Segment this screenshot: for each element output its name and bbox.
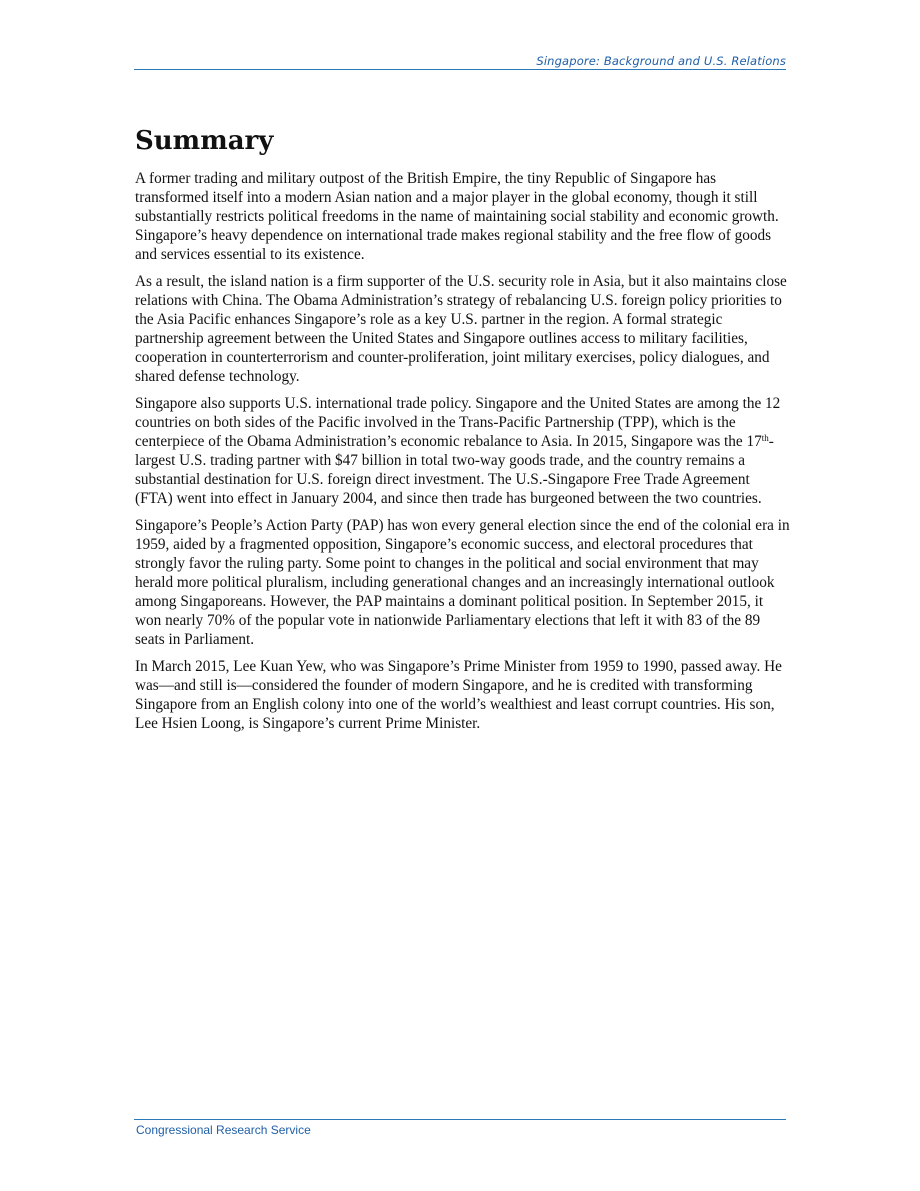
summary-paragraph-3 [135,394,790,508]
ordinal-superscript: th [761,433,769,443]
summary-paragraph-5: In March 2015, Lee Kuan Yew, who was Singapore’s Prime Minister from 1959 to 1990, passed away. He was—and still is—considered the founder of modern Singapore, and he is credited with transforming Singapore from an English colony into one of the world’s wealthiest and least corrupt countries. His son, Lee Hsien Loong, is Singapore’s current Prime Minister. [135,658,782,732]
running-footer [134,1119,786,1137]
footer-organization: Congressional Research Service [136,1123,311,1137]
summary-section [135,123,790,741]
paragraph-3-text-after-superscript: -largest U.S. trading partner with $47 billion in total two-way goods trade, and the country remains a substantial destination for U.S. foreign direct investment. The U.S.-Singapore Free Trade Agreement (FTA) went into effect in January 2004, and since then trade has burgeoned between the two countries. [135,433,774,507]
summary-paragraph-4: Singapore’s People’s Action Party (PAP) has won every general election since the end of the colonial era in 1959, aided by a fragmented opposition, Singapore’s economic success, and electoral procedures that strongly favor the ruling party. Some point to changes in the political and social environment that may herald more political pluralism, including generational changes and an increasingly international outlook among Singaporeans. However, the PAP maintains a dominant political position. In September 2015, it won nearly 70% of the popular vote in nationwide Parliamentary elections that left it with 83 of the 89 seats in Parliament. [135,517,790,648]
summary-paragraph-1: A former trading and military outpost of the British Empire, the tiny Republic of Singapore has transformed itself into a modern Asian nation and a major player in the global economy, though it still substantially restricts political freedoms in the name of maintaining social stability and economic growth. Singapore’s heavy dependence on international trade makes regional stability and the free flow of goods and services essential to its existence. [135,170,779,263]
summary-heading: Summary [135,126,274,156]
paragraph-3-text-before-superscript: Singapore also supports U.S. international trade policy. Singapore and the United States are among the 12 countries on both sides of the Pacific involved in the Trans-Pacific Partnership (TPP), which is the centerpiece of the Obama Administration’s economic rebalance to Asia. In 2015, Singapore was the 17 [135,395,781,450]
running-header-title: Singapore: Background and U.S. Relations [536,54,786,68]
summary-paragraph-2: As a result, the island nation is a firm supporter of the U.S. security role in Asia, but it also maintains close relations with China. The Obama Administration’s strategy of rebalancing U.S. foreign policy priorities to the Asia Pacific enhances Singapore’s role as a key U.S. partner in the region. A formal strategic partnership agreement between the United States and Singapore outlines access to military facilities, cooperation in counterterrorism and counter-proliferation, joint military exercises, policy dialogues, and shared defense technology. [135,273,787,385]
running-header [134,52,786,70]
